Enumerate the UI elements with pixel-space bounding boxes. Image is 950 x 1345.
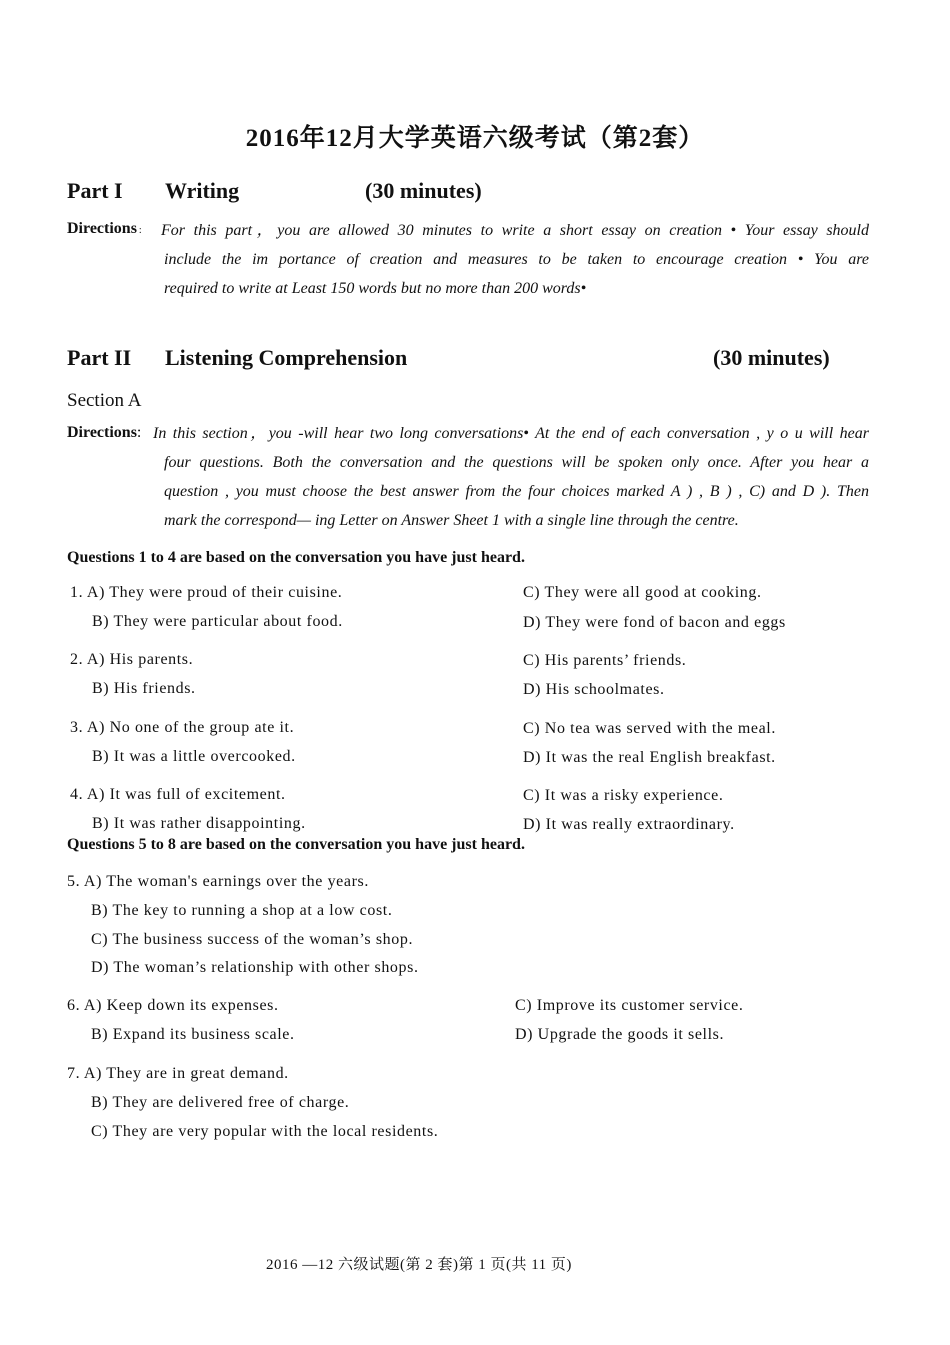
part1-directions-text bbox=[161, 216, 869, 303]
q5-option-c: C) The business success of the woman’s shop. bbox=[91, 931, 414, 948]
part1-name: Writing bbox=[165, 178, 240, 203]
q4-option-a: 4. A) It was full of excitement. bbox=[70, 786, 286, 803]
directions-line: required to write at Least 150 words but no more than 200 words• bbox=[164, 280, 587, 297]
directions-line: In this section，you -will hear two long conversations• At the end of each conversation , y o u will hear bbox=[153, 425, 869, 442]
q7-option-c: C) They are very popular with the local residents. bbox=[91, 1123, 439, 1140]
directions-label: Directions bbox=[67, 220, 137, 237]
q4-option-b: B) It was rather disappointing. bbox=[92, 815, 306, 832]
q6-option-a: 6. A) Keep down its expenses. bbox=[67, 997, 279, 1014]
section-a-heading: Section A bbox=[67, 390, 142, 411]
group2-heading: Questions 5 to 8 are based on the conversation you have just heard. bbox=[67, 836, 525, 853]
directions-separator: : bbox=[136, 424, 142, 441]
directions-line: include the im portance of creation and measures to be taken to encourage creation • You are bbox=[164, 251, 869, 268]
q5-option-d: D) The woman’s relationship with other shops. bbox=[91, 959, 419, 976]
group1-heading: Questions 1 to 4 are based on the conversation you have just heard. bbox=[67, 549, 525, 566]
q2-option-b: B) His friends. bbox=[92, 680, 196, 697]
q1-option-c: C) They were all good at cooking. bbox=[523, 584, 762, 601]
q4-option-d: D) It was really extraordinary. bbox=[523, 816, 735, 833]
q2-option-a: 2. A) His parents. bbox=[70, 651, 194, 668]
directions-line: question , you must choose the best answer from the four choices marked A ) , B ) , C) and D ). Then bbox=[164, 483, 869, 500]
part2-directions-text bbox=[153, 419, 869, 535]
directions-line: For this part，you are allowed 30 minutes to write a short essay on creation • Your essay should bbox=[161, 222, 869, 239]
page-footer: 2016 —12 六级试题(第 2 套)第 1 页(共 11 页) bbox=[266, 1257, 572, 1273]
directions-separator: : bbox=[138, 225, 142, 236]
part2-name: Listening Comprehension bbox=[165, 345, 408, 370]
part1-label: Part I bbox=[67, 178, 123, 203]
q5-option-a: 5. A) The woman's earnings over the years. bbox=[67, 873, 369, 890]
q1-option-b: B) They were particular about food. bbox=[92, 613, 343, 630]
q3-option-c: C) No tea was served with the meal. bbox=[523, 720, 776, 737]
q1-option-a: 1. A) They were proud of their cuisine. bbox=[70, 584, 343, 601]
q2-option-c: C) His parents’ friends. bbox=[523, 652, 687, 669]
part1-directions-label-wrap bbox=[67, 220, 142, 238]
q4-option-c: C) It was a risky experience. bbox=[523, 787, 724, 804]
q6-option-d: D) Upgrade the goods it sells. bbox=[515, 1026, 725, 1043]
part2-label: Part II bbox=[67, 345, 132, 370]
directions-line: mark the correspond— ing Letter on Answer Sheet 1 with a single line through the centre. bbox=[164, 512, 739, 529]
q1-option-d: D) They were fond of bacon and eggs bbox=[523, 614, 786, 631]
q7-option-a: 7. A) They are in great demand. bbox=[67, 1065, 289, 1082]
q2-option-d: D) His schoolmates. bbox=[523, 681, 665, 698]
part2-time: (30 minutes) bbox=[713, 345, 830, 370]
q3-option-b: B) It was a little overcooked. bbox=[92, 748, 296, 765]
part1-time: (30 minutes) bbox=[365, 178, 482, 203]
q3-option-a: 3. A) No one of the group ate it. bbox=[70, 719, 295, 736]
page-title: 2016年12月大学英语六级考试（第2套） bbox=[245, 125, 705, 152]
q5-option-b: B) The key to running a shop at a low cost. bbox=[91, 902, 393, 919]
q6-option-c: C) Improve its customer service. bbox=[515, 997, 744, 1014]
directions-label: Directions bbox=[67, 424, 137, 441]
q3-option-d: D) It was the real English breakfast. bbox=[523, 749, 776, 766]
q7-option-b: B) They are delivered free of charge. bbox=[91, 1094, 350, 1111]
part2-directions-label-wrap bbox=[67, 424, 141, 442]
q6-option-b: B) Expand its business scale. bbox=[91, 1026, 295, 1043]
directions-line: four questions. Both the conversation and the questions will be spoken only once. After you hear a bbox=[164, 454, 869, 471]
